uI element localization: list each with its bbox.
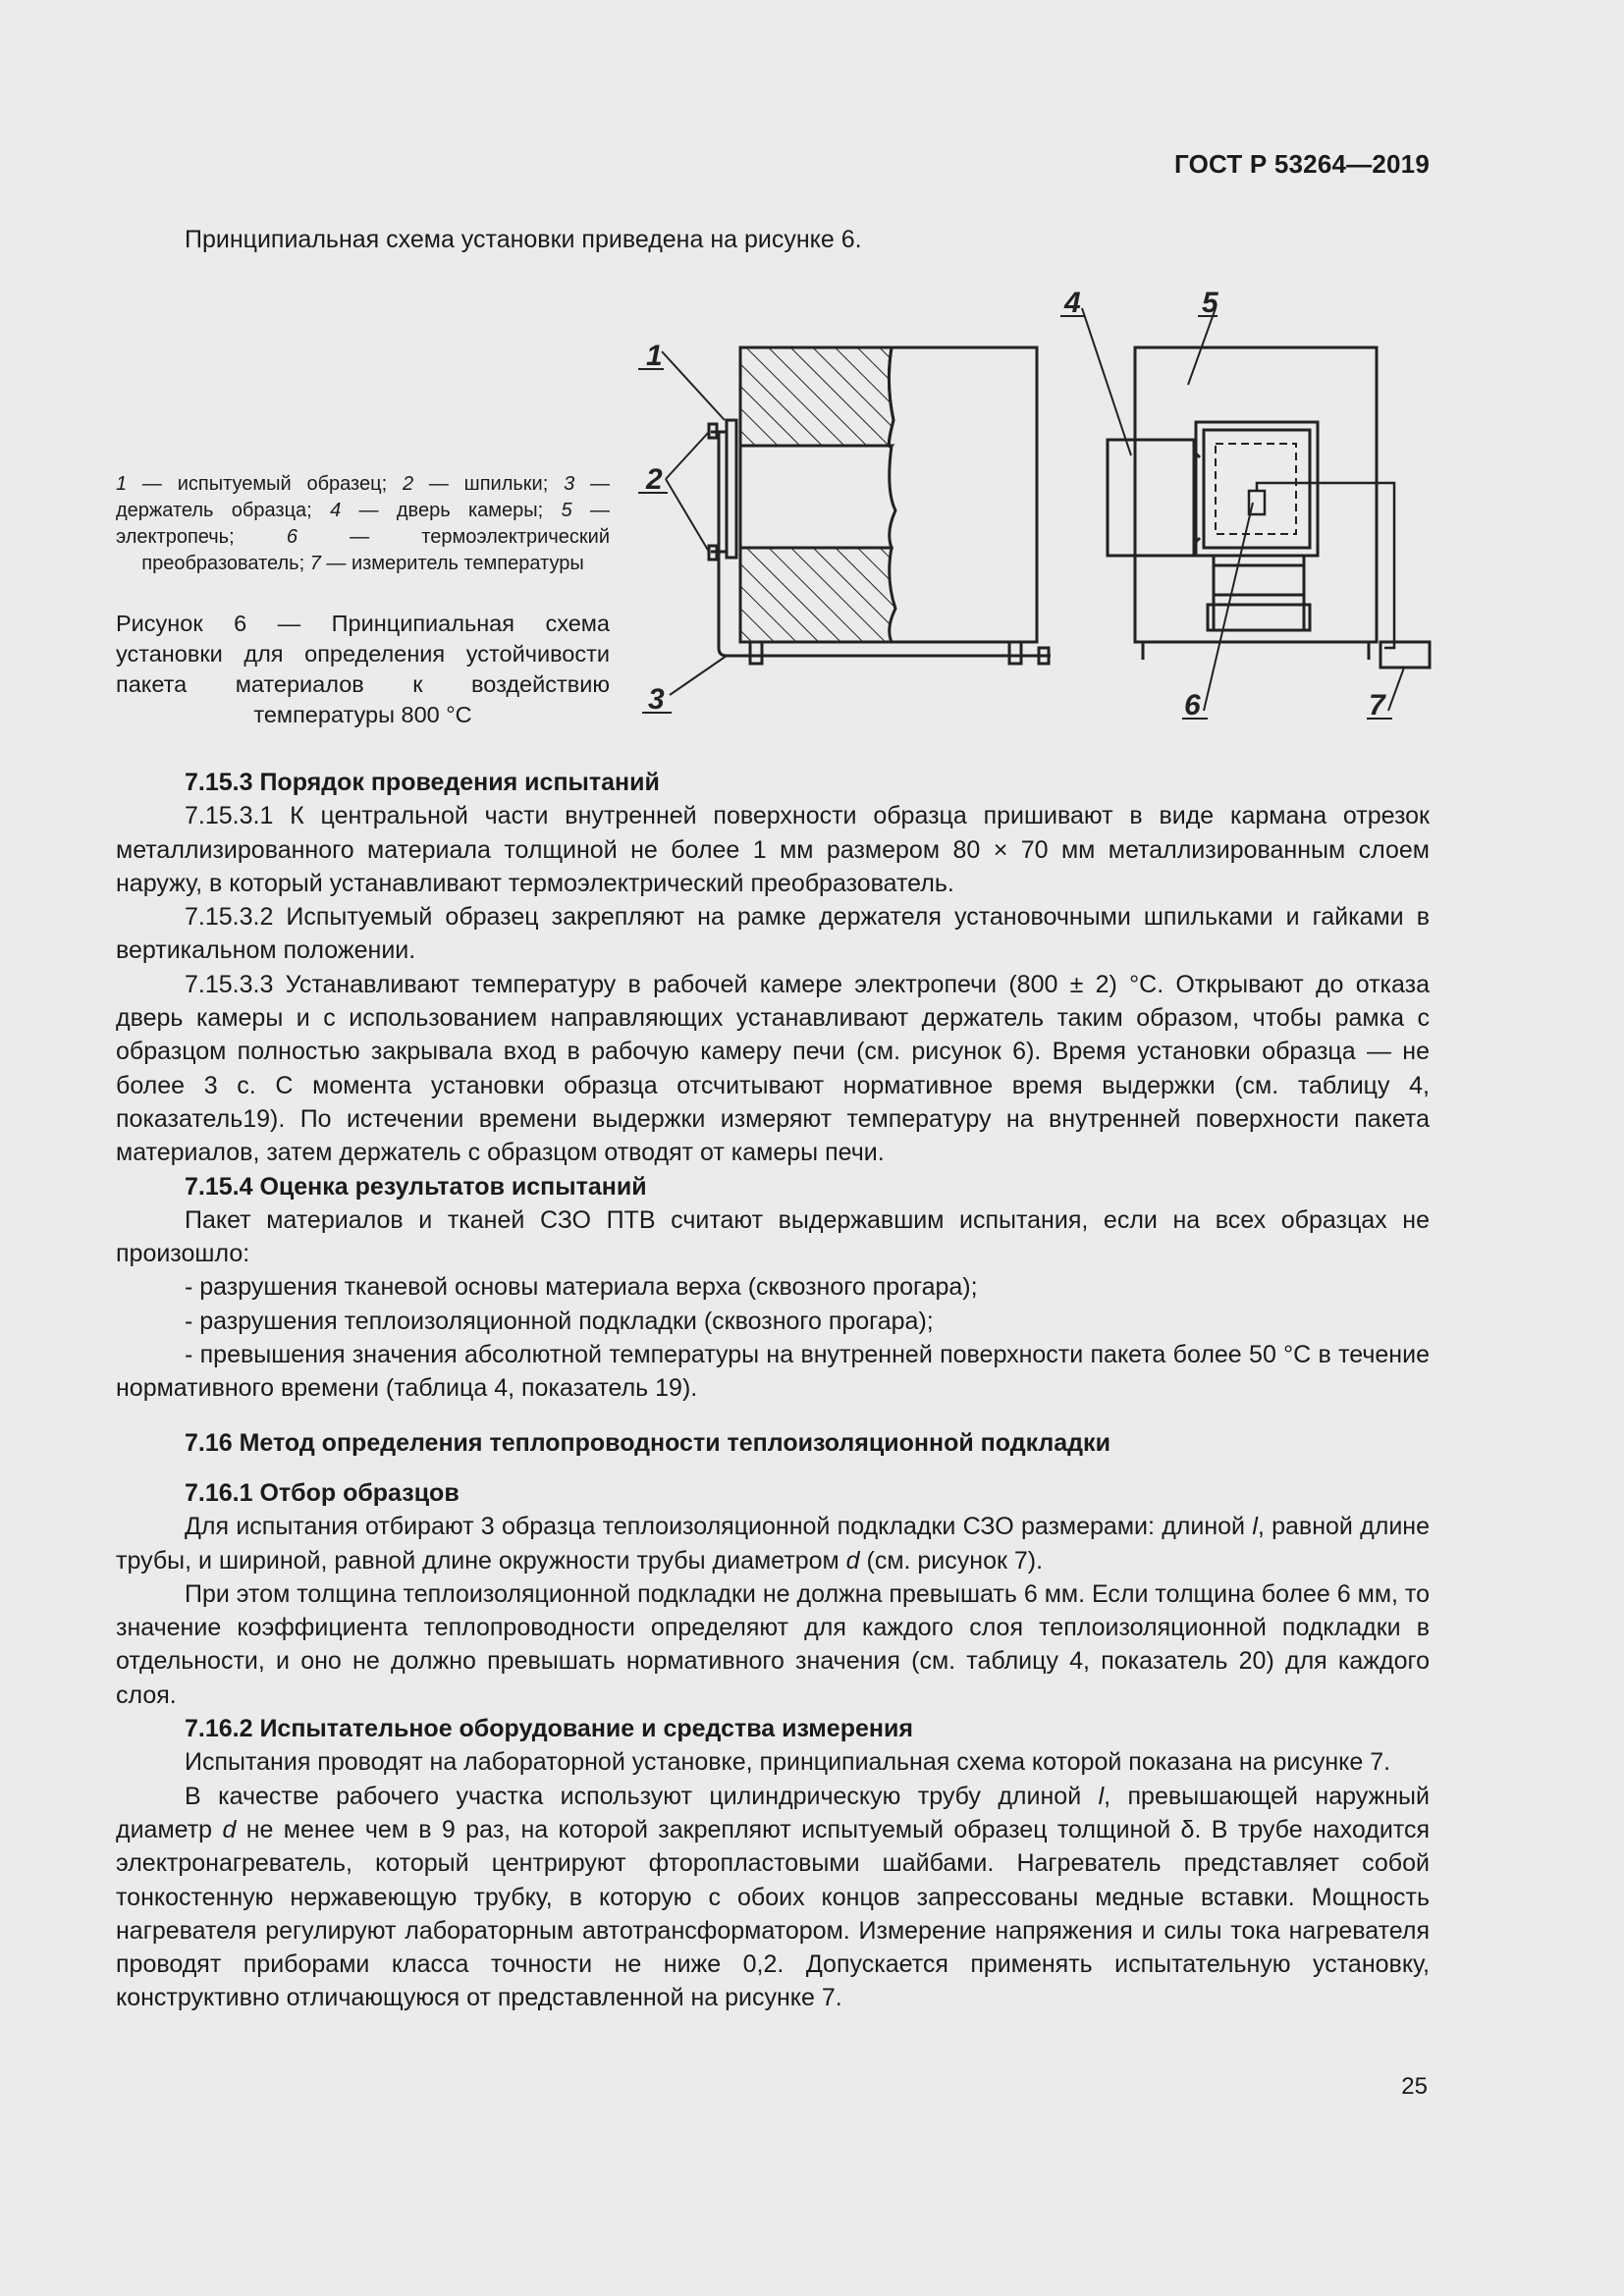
figure-label-2: 2 (646, 463, 663, 496)
chamber-door (1108, 440, 1194, 556)
para-7-15-4: Пакет материалов и тканей СЗО ПТВ считают выдержавшим испытания, если на всех образцах не произошло: (116, 1205, 1430, 1268)
para-7-16-1-a-part1: Для испытания отбирают 3 образца теплоизоляционной подкладки СЗО размерами: длиной (185, 1513, 1253, 1541)
furnace-body (1135, 347, 1377, 642)
para-7-15-3-3: 7.15.3.3 Устанавливают температуру в рабочей камере электропечи (800 ± 2) °С. Открывают до отказа дверь камеры и с использованием направляющих устанавливают держатель таким образом, чтобы рамка с образцом полностью закрывала вход в рабочую камеру печи (см. рисунок 6). Время установки образца — не более 3 с. С момента установки образца отсчитывают нормативное время выдержки (см. таблицу 4, показатель19). По истечении времени выдержки измеряют температуру на внутренней поверхности пакета материалов, затем держатель с образцом отводят от камеры печи. (116, 970, 1430, 1167)
heading-7-16-2: 7.16.2 Испытательное оборудование и средства измерения (185, 1715, 913, 1743)
para-7-16-2-b-part2: , превышающей наружный диаметр (116, 1782, 1430, 1843)
legend-text-4: — дверь камеры; (341, 500, 562, 521)
installation-diagram (628, 275, 1443, 736)
legend-text-7: — измеритель температуры (320, 553, 584, 574)
legend-text-5: — электропечь; (116, 500, 611, 548)
intro-paragraph: Принципиальная схема установки приведена на рисунке 6. (185, 226, 862, 253)
legend-num-4: 4 (330, 500, 342, 521)
legend-num-1: 1 (116, 473, 128, 495)
para-7-16-2-a: Испытания проводят на лабораторной установке, принципиальная схема которой показана на рисунке 7. (185, 1748, 1391, 1777)
rail-support-right (1009, 642, 1021, 664)
legend-num-7: 7 (309, 553, 321, 574)
rail-support-left (750, 642, 762, 664)
legend-num-5: 5 (561, 500, 572, 521)
hatched-wall-top (740, 347, 893, 447)
document-id: ГОСТ Р 53264—2019 (1174, 149, 1430, 179)
para-7-16-1-b: При этом толщина теплоизоляционной подкладки не должна превышать 6 мм. Если толщина более 6 мм, то значение коэффициента теплопроводности определяют для каждого слоя теплоизоляционной подкладки в отдельности, и оно не должно превышать нормативного значения (см. таблицу 4, показатель 20) для каждого слоя. (116, 1579, 1430, 1709)
para-7-16-1-a (116, 1510, 1430, 1577)
para-7-16-2-b-part1: В качестве рабочего участка используют цилиндрическую трубу длиной (185, 1782, 1099, 1810)
figure-label-5: 5 (1202, 287, 1218, 319)
figure-legend (116, 471, 610, 577)
legend-num-6: 6 (286, 526, 298, 548)
heading-7-15-3: 7.15.3 Порядок проведения испытаний (185, 769, 660, 796)
chamber-opening (740, 446, 895, 548)
figure-label-7: 7 (1369, 689, 1385, 721)
sample-plate (727, 420, 736, 558)
symbol-d-2: d (222, 1815, 237, 1843)
para-7-16-1-a-part3: (см. рисунок 7). (859, 1546, 1044, 1575)
figure-label-6: 6 (1184, 689, 1201, 721)
legend-text-6: — термоэлектрический преобразователь; (141, 526, 610, 574)
figure-caption: Рисунок 6 — Принципиальная схема установки для определения устойчивости пакета материалов к воздействию температуры 800 °С (116, 611, 610, 727)
legend-text-2: — шпильки; (413, 473, 565, 495)
symbol-l: l (1252, 1513, 1258, 1541)
legend-text-1: — испытуемый образец; (127, 473, 403, 495)
heading-7-16-1: 7.16.1 Отбор образцов (185, 1478, 460, 1507)
list-item-1: - разрушения тканевой основы материала верха (сквозного прогара); (185, 1273, 978, 1302)
list-item-2: - разрушения теплоизоляционной подкладки (сквозного прогара); (185, 1307, 934, 1335)
holder-base (1214, 565, 1304, 595)
legend-num-2: 2 (402, 473, 414, 495)
body-text (116, 766, 1430, 2015)
figure-label-3: 3 (648, 683, 665, 716)
figure-label-1: 1 (646, 340, 663, 372)
page-number: 25 (1401, 2073, 1428, 2100)
hatched-wall-bottom (740, 548, 895, 642)
para-7-16-1-a-part2: , равной длине трубы, и шириной, равной длине окружности трубы диаметром (116, 1513, 1430, 1575)
heading-7-15-4: 7.15.4 Оценка результатов испытаний (185, 1172, 647, 1201)
symbol-l-2: l (1098, 1782, 1105, 1810)
para-7-16-2-b (116, 1780, 1430, 2015)
temperature-meter (1380, 642, 1430, 667)
legend-num-3: 3 (564, 473, 575, 495)
para-7-15-3-2: 7.15.3.2 Испытуемый образец закрепляют на рамке держателя установочными шпильками и гайками в вертикальном положении. (116, 903, 1430, 965)
heading-7-16: 7.16 Метод определения теплопроводности теплоизоляционной подкладки (185, 1428, 1110, 1457)
para-7-16-2-b-part3: не менее чем в 9 раз, на которой закрепляют испытуемый образец толщиной δ. В трубе находится электронагреватель, который центрируют фторопластовыми шайбами. Нагреватель представляет собой тонкостенную нержавеющую трубку, в которую с обоих концов запрессованы медные вставки. Мощность нагревателя регулируют лабораторным автотрансформатором. Измерение напряжения и силы тока нагревателя проводят приборами класса точности не ниже 0,2. Допускается применять испытательную установку, конструктивно отличающуюся от представленной на рисунке 7. (116, 1815, 1430, 2012)
figure-label-4: 4 (1064, 287, 1081, 319)
legend-text-3: — держатель образца; (116, 473, 610, 521)
list-item-3: - превышения значения абсолютной температуры на внутренней поверхности пакета более 50 °С в течение нормативного времени (таблица 4, показатель 19). (116, 1341, 1430, 1403)
symbol-d: d (845, 1546, 860, 1575)
para-7-15-3-1: 7.15.3.1 К центральной части внутренней поверхности образца пришивают в виде кармана отрезок металлизированного материала толщиной не более 1 мм размером 80 × 70 мм металлизированным слоем наружу, в который устанавливают термоэлектрический преобразователь. (116, 802, 1430, 897)
